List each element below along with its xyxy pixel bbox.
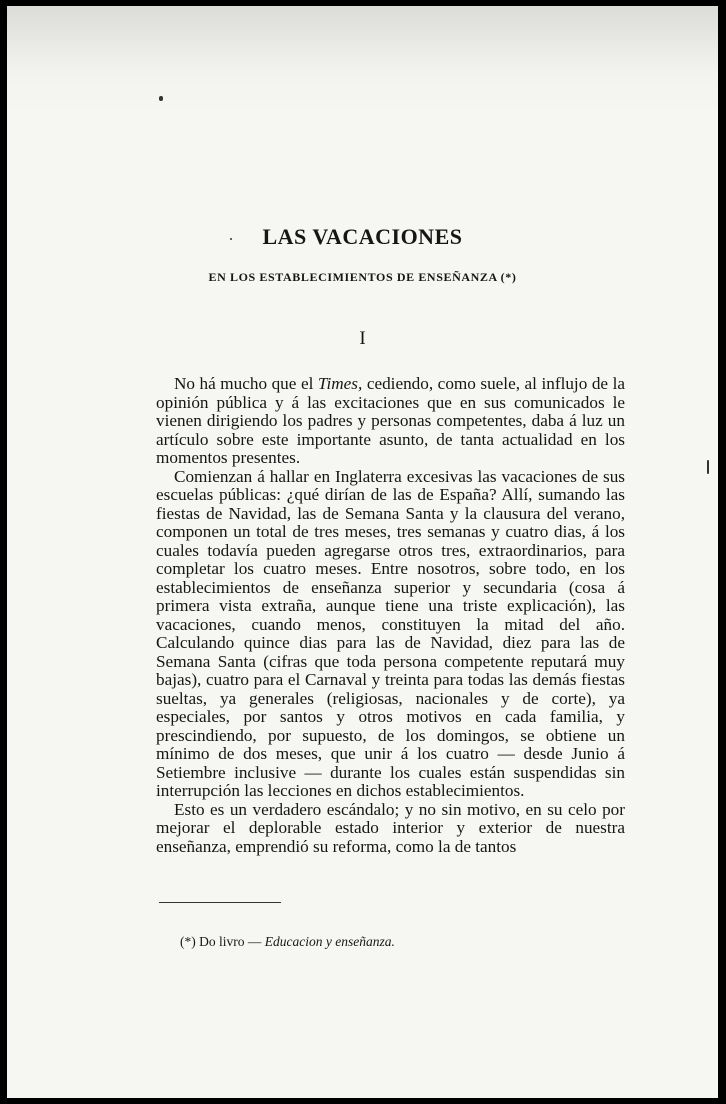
paragraph-2: Comienzan á hallar en Inglaterra excesivas las vacaciones de sus escuelas públicas: ¿qué dirían de las de España? Allí, sumando las fiestas de Navidad, las de Semana Santa y la clausura del verano, componen un total de tres meses, tres semanas y cuatro dias, á los cuales todavía pueden agregarse otros tres, extraordinarios, para completar los cuatro meses. Entre nosotros, sobre todo, en los establecimientos de enseñanza superior y secundaria (cosa á primera vista extraña, aunque tiene una triste explicación), las vacaciones, cuando menos, constituyen la mitad del año. Calculando quince dias para las de Navidad, diez para las de Semana Santa (cifras que toda persona competente reputará muy bajas), cuatro para el Carnaval y treinta para todas las demás fiestas sueltas, ya generales (religiosas, nacionales y de corte), ya especiales, por santos y otros motivos en cada familia, y prescindiendo, por supuesto, de los domingos, se obtiene un mínimo de dos meses, que unir á los cuatro — desde Junio á Setiembre inclusive — durante los cuales están suspendidas sin interrupción las lecciones en dichos establecimientos. bbox=[156, 466, 625, 800]
margin-mark bbox=[707, 460, 709, 474]
paragraph-1-text-b: cediendo, como suele, al influjo de la opinión pública y á las excitaciones que en sus comunicados le vienen dirigiendo los padres y personas competentes, daba á luz un artículo sobre este importante asunto, de tanta actualidad en los momentos presentes. bbox=[156, 374, 625, 467]
scan-shading bbox=[7, 6, 718, 116]
times-reference: Times, bbox=[317, 374, 363, 393]
document-page bbox=[7, 6, 718, 1098]
page-subtitle: EN LOS ESTABLECIMIENTOS DE ENSEÑANZA (*) bbox=[208, 270, 517, 284]
footnote-book-title: Educacion y enseñanza. bbox=[264, 934, 395, 949]
section-number: I bbox=[359, 328, 366, 349]
paragraph-1-text-a: No há mucho que el bbox=[174, 374, 318, 393]
ink-speck bbox=[159, 96, 163, 101]
footnote-marker: (*) Do livro — bbox=[180, 934, 262, 949]
body-text bbox=[156, 375, 625, 856]
footnote-separator bbox=[159, 902, 281, 903]
paragraph-1 bbox=[156, 375, 625, 468]
page-title: LAS VACACIONES bbox=[262, 224, 463, 249]
footnote bbox=[180, 934, 395, 950]
paragraph-3: Esto es un verdadero escándalo; y no sin motivo, en su celo por mejorar el deplorable estado interior y exterior de nuestra enseñanza, emprendió su reforma, como la de tantos bbox=[156, 799, 625, 856]
